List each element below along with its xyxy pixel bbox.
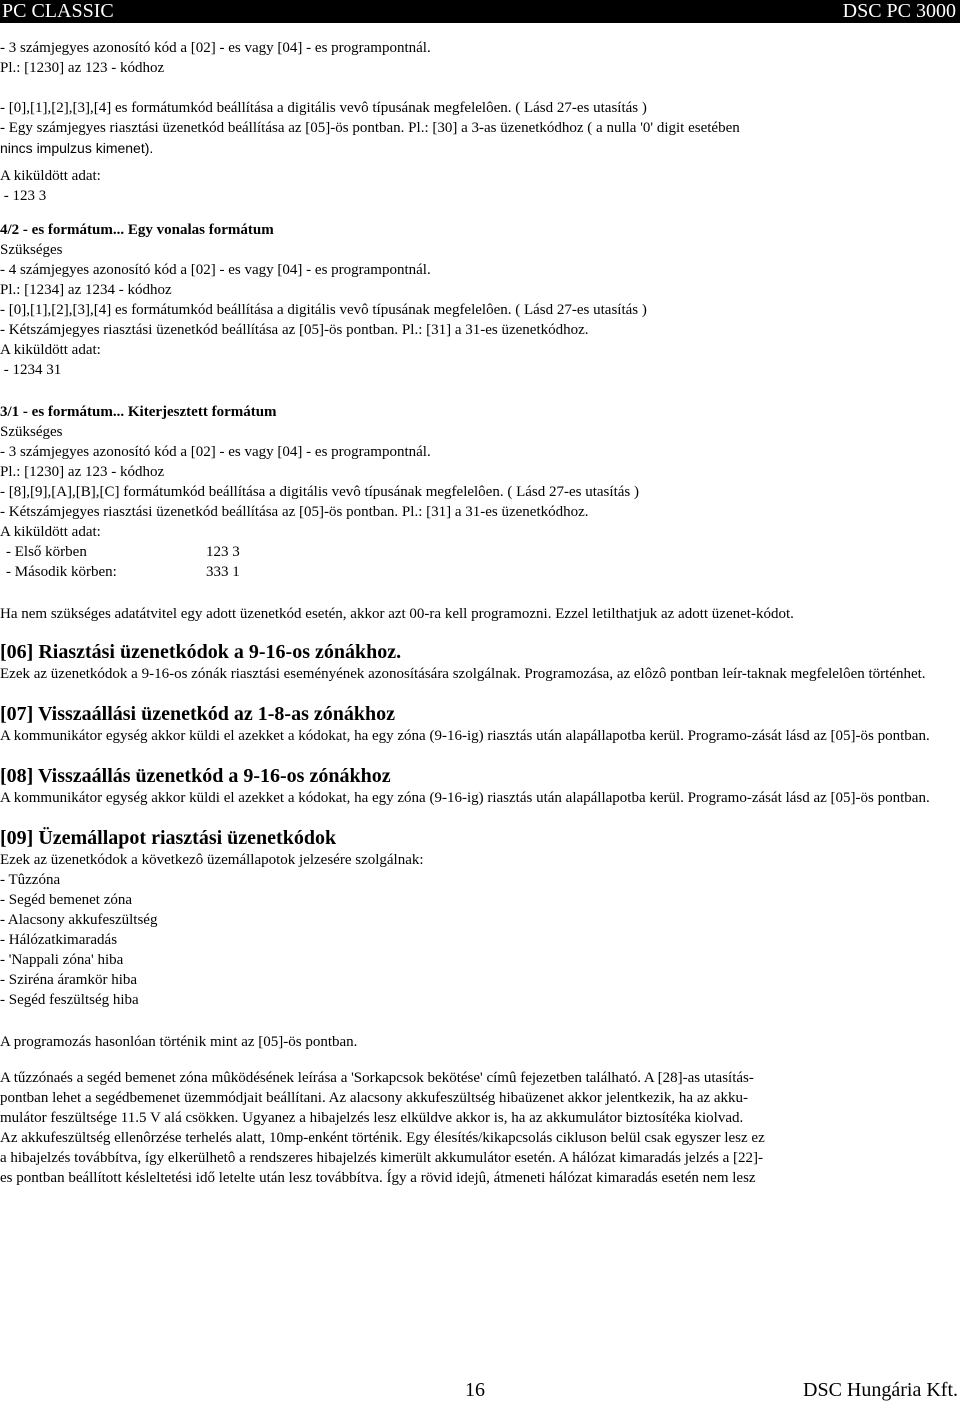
section-09-intro: Ezek az üzenetkódok a következô üzemállapotok jelzesére szolgálnak: [0,852,424,868]
sent-data-label: A kiküldött adat: [0,168,101,184]
section-09-title: [09] Üzemállapot riasztási üzenetkódok [0,827,337,849]
paragraph-line: es pontban beállított késleltetési idő letelte után lesz továbbítva. Így a rövid idejû, átmeneti hálózat kimaradás esetén nem lesz [0,1170,756,1186]
paragraph-line: mulátor feszültsége 11.5 V alá csökken. Ugyanez a hibajelzés lesz elküldve akkor is, ha az akkumulátor biztosítéka kiolvad. [0,1110,744,1126]
list-item: - Sziréna áramkör hiba [0,972,138,988]
text-line: - Kétszámjegyes riasztási üzenetkód beállítása az [05]-ös pontban. Pl.: [31] a 31-es üzenetkódhoz. [0,504,589,520]
text-line: nincs impulzus kimenet). [0,140,154,156]
text-line: - 4 számjegyes azonosító kód a [02] - es vagy [04] - es programpontnál. [0,262,431,278]
text-line: - [8],[9],[A],[B],[C] formátumkód beállítása a digitális vevô típusának megfelelôen. ( Lásd 27-es utasítás ) [0,484,639,500]
section-07-title: [07] Visszaállási üzenetkód az 1-8-as zónákhoz [0,703,395,725]
text-line: - Egy számjegyes riasztási üzenetkód beállítása az [05]-ös pontban. Pl.: [30] a 3-as üzenetkódhoz ( a nulla '0' digit esetében [0,120,740,136]
spacer [0,78,958,98]
footer-company: DSC Hungária Kft. [803,1379,958,1401]
list-item: - Alacsony akkufeszültség [0,912,158,928]
spacer [0,1010,958,1032]
list-item: - Segéd bemenet zóna [0,892,133,908]
text-line: Pl.: [1230] az 123 - kódhoz [0,60,165,76]
sent-data-row-label: - Második körben: [6,564,117,580]
spacer [0,1052,958,1068]
text-line: - 1234 31 [0,362,62,378]
list-item: - 'Nappali zóna' hiba [0,952,124,968]
paragraph-line: a hibajelzés továbbítva, így elkerülhetô a rendszeres hibajelzés kimerült akkumulátor esetén. A hálózat kimaradás jelzés a [22]- [0,1150,764,1166]
spacer [0,380,958,402]
sent-data-row [0,542,958,562]
page-header [0,0,960,23]
text-line: Szükséges [0,424,63,440]
text-line: - [0],[1],[2],[3],[4] es formátumkód beállítása a digitális vevô típusának megfelelôen. ( Lásd 27-es utasítás ) [0,302,647,318]
text-line: - Kétszámjegyes riasztási üzenetkód beállítása az [05]-ös pontban. Pl.: [31] a 31-es üzenetkódhoz. [0,322,589,338]
section-07-text: A kommunikátor egység akkor küldi el azekket a kódokat, ha egy zóna (9-16-ig) riasztás után alapállapotba kerül. Programo-zását lásd az [05]-ös pontban. [0,728,930,744]
paragraph-line: Az akkufeszültség ellenôrzése terhelés alatt, 10mp-enként történik. Egy élesítés/kikapcsolás cikluson belül csak egyszer lesz ez [0,1130,765,1146]
spacer [0,582,958,604]
text-line: Pl.: [1230] az 123 - kódhoz [0,464,165,480]
paragraph-line: pontban lehet a segédbemenet üzemmódjait beállítani. Az alacsony akkufeszültség hibaüzenet akkor jelentkezik, ha az akku- [0,1090,749,1106]
text-line: - 3 számjegyes azonosító kód a [02] - es vagy [04] - es programpontnál. [0,444,431,460]
sent-data-row [0,562,958,582]
sent-data-row-label: - Első körben [6,544,87,560]
document-body [0,38,958,1188]
sent-data-value: - 123 3 [0,188,47,204]
page-number: 16 [465,1379,485,1401]
section-06-title: [06] Riasztási üzenetkódok a 9-16-os zónákhoz. [0,641,402,663]
format-31-title: 3/1 - es formátum... Kiterjesztett formátum [0,404,277,420]
paragraph-line: A tűzzónaés a segéd bemenet zóna mûködésének leírása a 'Sorkapcsok bekötése' címû fejezetben található. A [28]-as utasítás- [0,1070,754,1086]
text-line: A kiküldött adat: [0,342,101,358]
sent-data-row-value: 333 1 [206,564,240,580]
text-line: Szükséges [0,242,63,258]
sent-data-row-value: 123 3 [206,544,240,560]
text-line: A kiküldött adat: [0,524,101,540]
section-06-text: Ezek az üzenetkódok a 9-16-os zónák riasztási eseményének azonosítására szolgálnak. Programozása, az elôzô pontban leír-taknak megfelelôen történhet. [0,666,926,682]
spacer [0,206,958,220]
section-08-title: [08] Visszaállás üzenetkód a 9-16-os zónákhoz [0,765,391,787]
list-item: - Segéd feszültség hiba [0,992,139,1008]
section-09-after: A programozás hasonlóan történik mint az [05]-ös pontban. [0,1034,358,1050]
text-line: - 3 számjegyes azonosító kód a [02] - es vagy [04] - es programpontnál. [0,40,431,56]
header-title-left: PC CLASSIC [2,0,114,22]
format-42-title: 4/2 - es formátum... Egy vonalas formátum [0,222,274,238]
list-item: - Hálózatkimaradás [0,932,118,948]
header-title-right: DSC PC 3000 [842,0,956,22]
text-line: Pl.: [1234] az 1234 - kódhoz [0,282,172,298]
section-08-text: A kommunikátor egység akkor küldi el azekket a kódokat, ha egy zóna (9-16-ig) riasztás után alapállapotba kerül. Programo-zását lásd az [05]-ös pontban. [0,790,930,806]
text-line: - [0],[1],[2],[3],[4] es formátumkód beállítása a digitális vevô típusának megfelelôen. ( Lásd 27-es utasítás ) [0,100,647,116]
list-item: - Tûzzóna [0,872,61,888]
note-paragraph: Ha nem szükséges adatátvitel egy adott üzenetkód esetén, akkor azt 00-ra kell programozni. Ezzel letilthatjuk az adott üzenet-kódot. [0,606,794,622]
